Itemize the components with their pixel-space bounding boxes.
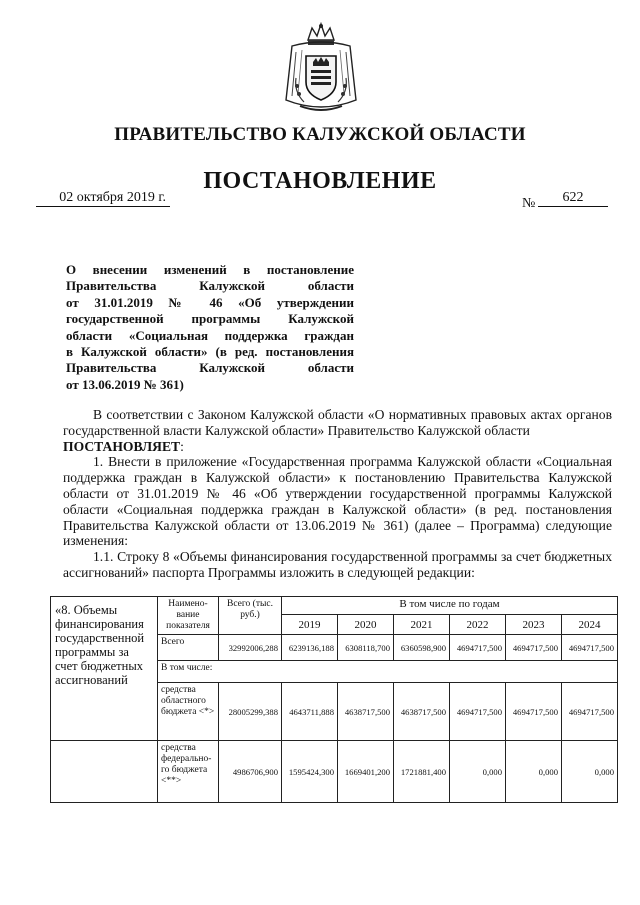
subject-line: О внесении изменений в постановление — [66, 262, 354, 277]
row-name: средства областного бюджета <*> — [158, 683, 219, 741]
value-cell: 0,000 — [506, 741, 562, 803]
subject-line: области «Социальная поддержка граждан — [66, 327, 354, 343]
decree-date: 02 октября 2019 г. — [36, 190, 170, 207]
financing-table — [50, 596, 618, 803]
year-header: 2024 — [562, 615, 618, 635]
resolves-word: ПОСТАНОВЛЯЕТ — [63, 438, 181, 454]
value-cell: 6239136,188 — [282, 635, 338, 661]
value-cell: 4643711,888 — [282, 683, 338, 741]
year-header: 2021 — [394, 615, 450, 635]
row-total: 32992006,288 — [219, 635, 282, 661]
value-cell: 4638717,500 — [394, 683, 450, 741]
document-type-title: ПОСТАНОВЛЕНИЕ — [203, 168, 437, 194]
row-label-cell: «8. Объемы финансирования государственной программы за счет бюджетных ассигнований — [51, 597, 158, 741]
col-name-header: Наимено-вание показателя — [158, 597, 219, 635]
row-total: 4986706,900 — [219, 741, 282, 803]
subject-line: Правительства Калужской области — [66, 360, 354, 376]
decree-subject — [66, 262, 354, 393]
value-cell: 0,000 — [450, 741, 506, 803]
value-cell: 4694717,500 — [450, 635, 506, 661]
subject-line: в Калужской области» (в ред. постановления — [66, 344, 354, 360]
value-cell: 1669401,200 — [338, 741, 394, 803]
value-cell: 4638717,500 — [338, 683, 394, 741]
value-cell: 0,000 — [562, 741, 618, 803]
value-cell: 4694717,500 — [562, 683, 618, 741]
value-cell: 4694717,500 — [450, 683, 506, 741]
government-name: ПРАВИТЕЛЬСТВО КАЛУЖСКОЙ ОБЛАСТИ — [114, 124, 526, 145]
subject-line: от 31.01.2019 № 46 «Об утверждении — [66, 294, 354, 310]
year-header: 2023 — [506, 615, 562, 635]
subject-line: государственной программы Калужской — [66, 311, 354, 327]
coat-of-arms-emblem — [282, 22, 360, 114]
value-cell: 4694717,500 — [562, 635, 618, 661]
row-label-spacer — [51, 741, 158, 803]
including-label: В том числе: — [158, 661, 618, 683]
col-years-header: В том числе по годам — [282, 597, 618, 615]
paragraph-item-1: 1. Внести в приложение «Государственная программа Калужской области «Социальная поддержка граждан в Калужской области» к постановлению Правительства Калужской области от 31.01.2019 № 46 «Об утверждении государственной программы Калужской области «Социальная поддержка граждан в Калужской области» (в ред. постановления Правительства Калужской области от 13.06.2019 № 361) (далее – Программа) следующие изменения: — [63, 454, 612, 549]
col-total-header: Всего (тыс. руб.) — [219, 597, 282, 635]
paragraph-item-1-1: 1.1. Строку 8 «Объемы финансирования государственной программы за счет бюджетных ассигнований» паспорта Программы изложить в следующей редакции: — [63, 549, 612, 580]
value-cell: 6308118,700 — [338, 635, 394, 661]
year-header: 2022 — [450, 615, 506, 635]
value-cell: 1595424,300 — [282, 741, 338, 803]
decree-body — [63, 407, 612, 581]
number-sign: № — [522, 196, 536, 211]
table-row — [51, 741, 618, 803]
subject-line: Правительства Калужской области — [66, 278, 354, 294]
value-cell: 4694717,500 — [506, 683, 562, 741]
year-header: 2020 — [338, 615, 394, 635]
decree-number: 622 — [538, 190, 608, 207]
row-name: Всего — [158, 635, 219, 661]
row-name: средства федерально-го бюджета <**> — [158, 741, 219, 803]
resolves-colon: : — [180, 438, 184, 454]
value-cell: 1721881,400 — [394, 741, 450, 803]
table-header-row — [51, 597, 618, 615]
value-cell: 4694717,500 — [506, 635, 562, 661]
paragraph-preamble — [63, 407, 612, 454]
preamble-text: В соответствии с Законом Калужской области «О нормативных правовых актах органов государственной власти Калужской области» Правительство Калужской области — [63, 407, 612, 438]
subject-line: от 13.06.2019 № 361) — [66, 376, 184, 392]
row-total: 28005299,388 — [219, 683, 282, 741]
value-cell: 6360598,900 — [394, 635, 450, 661]
year-header: 2019 — [282, 615, 338, 635]
